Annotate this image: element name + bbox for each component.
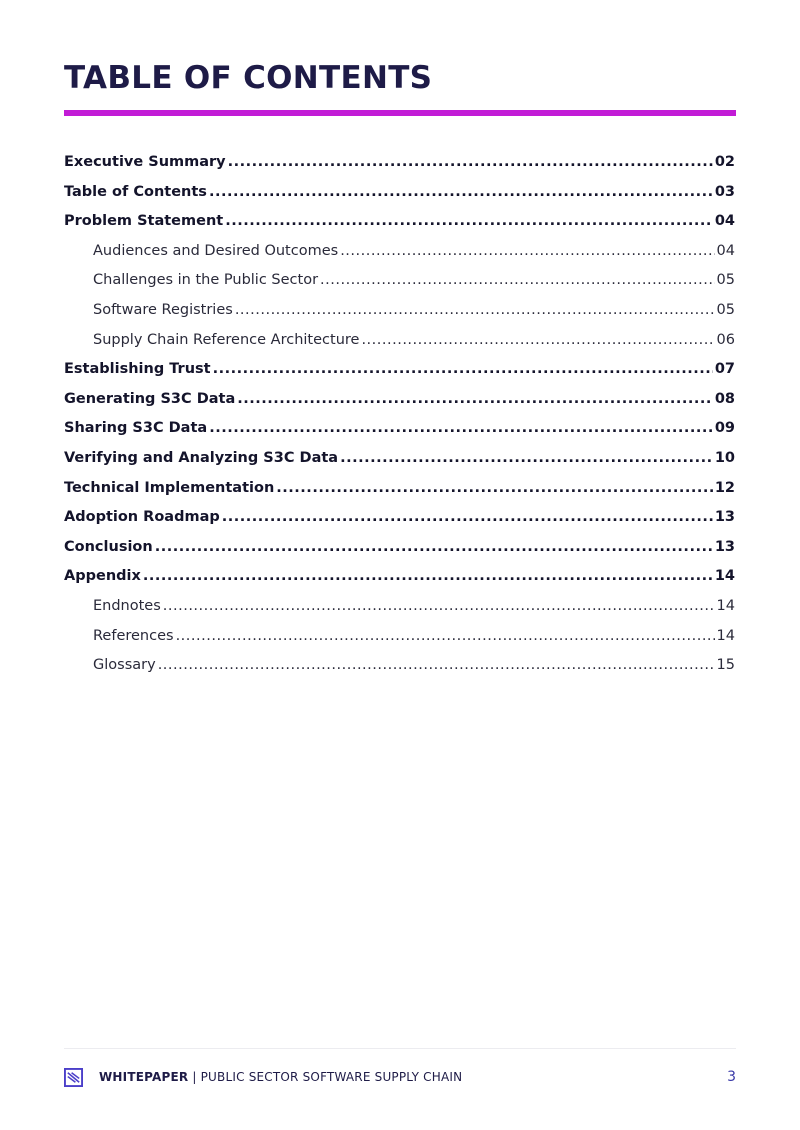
toc-entry-label: References	[93, 627, 174, 644]
toc-dot-leader	[276, 474, 713, 504]
toc-entry-page: 10	[714, 449, 735, 466]
toc-dot-leader	[158, 651, 715, 681]
toc-entry[interactable]	[64, 444, 735, 474]
toc-entry-label: Verifying and Analyzing S3C Data	[64, 449, 339, 466]
toc-entry-page: 05	[716, 272, 735, 289]
toc-entry-page: 09	[714, 420, 735, 437]
toc-entry-label: Conclusion	[64, 538, 153, 555]
toc-entry-label: Challenges in the Public Sector	[93, 272, 319, 289]
toc-entry[interactable]	[64, 326, 735, 356]
toc-dot-leader	[361, 326, 714, 356]
toc-entry-page: 14	[714, 568, 735, 585]
toc-entry[interactable]	[64, 474, 735, 504]
toc-entry[interactable]	[64, 562, 735, 592]
chainguard-logo-icon	[64, 1068, 83, 1087]
toc-entry[interactable]	[64, 207, 735, 237]
table-of-contents	[64, 148, 735, 681]
toc-entry[interactable]	[64, 266, 735, 296]
page-number: 3	[727, 1069, 736, 1085]
page-footer	[64, 1066, 736, 1088]
footer-subtitle: PUBLIC SECTOR SOFTWARE SUPPLY CHAIN	[200, 1070, 463, 1084]
toc-entry-label: Supply Chain Reference Architecture	[93, 331, 360, 348]
toc-entry[interactable]	[64, 414, 735, 444]
toc-dot-leader	[176, 622, 715, 652]
toc-entry-label: Glossary	[93, 657, 156, 674]
toc-entry[interactable]	[64, 592, 735, 622]
toc-entry-page: 07	[714, 361, 735, 378]
toc-entry[interactable]	[64, 178, 735, 208]
toc-entry[interactable]	[64, 651, 735, 681]
toc-dot-leader	[209, 414, 713, 444]
title-divider	[64, 110, 736, 116]
toc-dot-leader	[155, 533, 713, 563]
toc-dot-leader	[225, 207, 713, 237]
toc-entry-page: 02	[714, 154, 735, 170]
toc-entry-label: Executive Summary	[64, 154, 226, 170]
toc-entry[interactable]	[64, 237, 735, 267]
toc-dot-leader	[235, 296, 715, 326]
page-title: TABLE OF CONTENTS	[64, 60, 433, 96]
toc-entry-page: 08	[714, 390, 735, 407]
toc-dot-leader	[163, 592, 715, 622]
toc-entry-label: Table of Contents	[64, 183, 207, 200]
toc-entry-page: 06	[716, 331, 735, 348]
toc-dot-leader	[320, 266, 715, 296]
footer-title	[99, 1070, 462, 1084]
toc-entry-label: Endnotes	[93, 597, 161, 614]
toc-entry[interactable]	[64, 385, 735, 415]
toc-entry-page: 14	[716, 627, 735, 644]
toc-entry-page: 03	[714, 183, 735, 200]
toc-dot-leader	[237, 385, 713, 415]
toc-entry-label: Software Registries	[93, 301, 233, 318]
toc-dot-leader	[213, 355, 713, 385]
toc-entry-page: 05	[716, 301, 735, 318]
toc-entry-label: Generating S3C Data	[64, 390, 236, 407]
toc-entry[interactable]	[64, 355, 735, 385]
footer-separator: |	[188, 1070, 201, 1084]
toc-entry-page: 13	[714, 538, 735, 555]
toc-entry-page: 12	[714, 479, 735, 496]
toc-entry-page: 14	[716, 597, 735, 614]
toc-dot-leader	[228, 148, 713, 178]
toc-entry-page: 04	[716, 242, 735, 259]
toc-entry[interactable]	[64, 503, 735, 533]
toc-entry-page: 04	[714, 213, 735, 230]
toc-entry-label: Establishing Trust	[64, 361, 211, 378]
toc-entry-page: 15	[716, 657, 735, 674]
toc-entry-label: Sharing S3C Data	[64, 420, 208, 437]
toc-entry-page: 13	[714, 509, 735, 526]
toc-dot-leader	[222, 503, 713, 533]
toc-entry-label: Audiences and Desired Outcomes	[93, 242, 339, 259]
toc-entry[interactable]	[64, 533, 735, 563]
toc-dot-leader	[143, 562, 713, 592]
toc-dot-leader	[209, 178, 713, 208]
footer-brand: WHITEPAPER	[99, 1070, 189, 1084]
toc-entry-label: Problem Statement	[64, 213, 224, 230]
toc-entry[interactable]	[64, 622, 735, 652]
toc-dot-leader	[340, 444, 713, 474]
toc-entry-label: Technical Implementation	[64, 479, 275, 496]
toc-entry[interactable]	[64, 148, 735, 178]
toc-entry-label: Appendix	[64, 568, 141, 585]
footer-divider	[64, 1048, 736, 1049]
toc-entry-label: Adoption Roadmap	[64, 509, 220, 526]
toc-dot-leader	[340, 237, 714, 267]
toc-entry[interactable]	[64, 296, 735, 326]
